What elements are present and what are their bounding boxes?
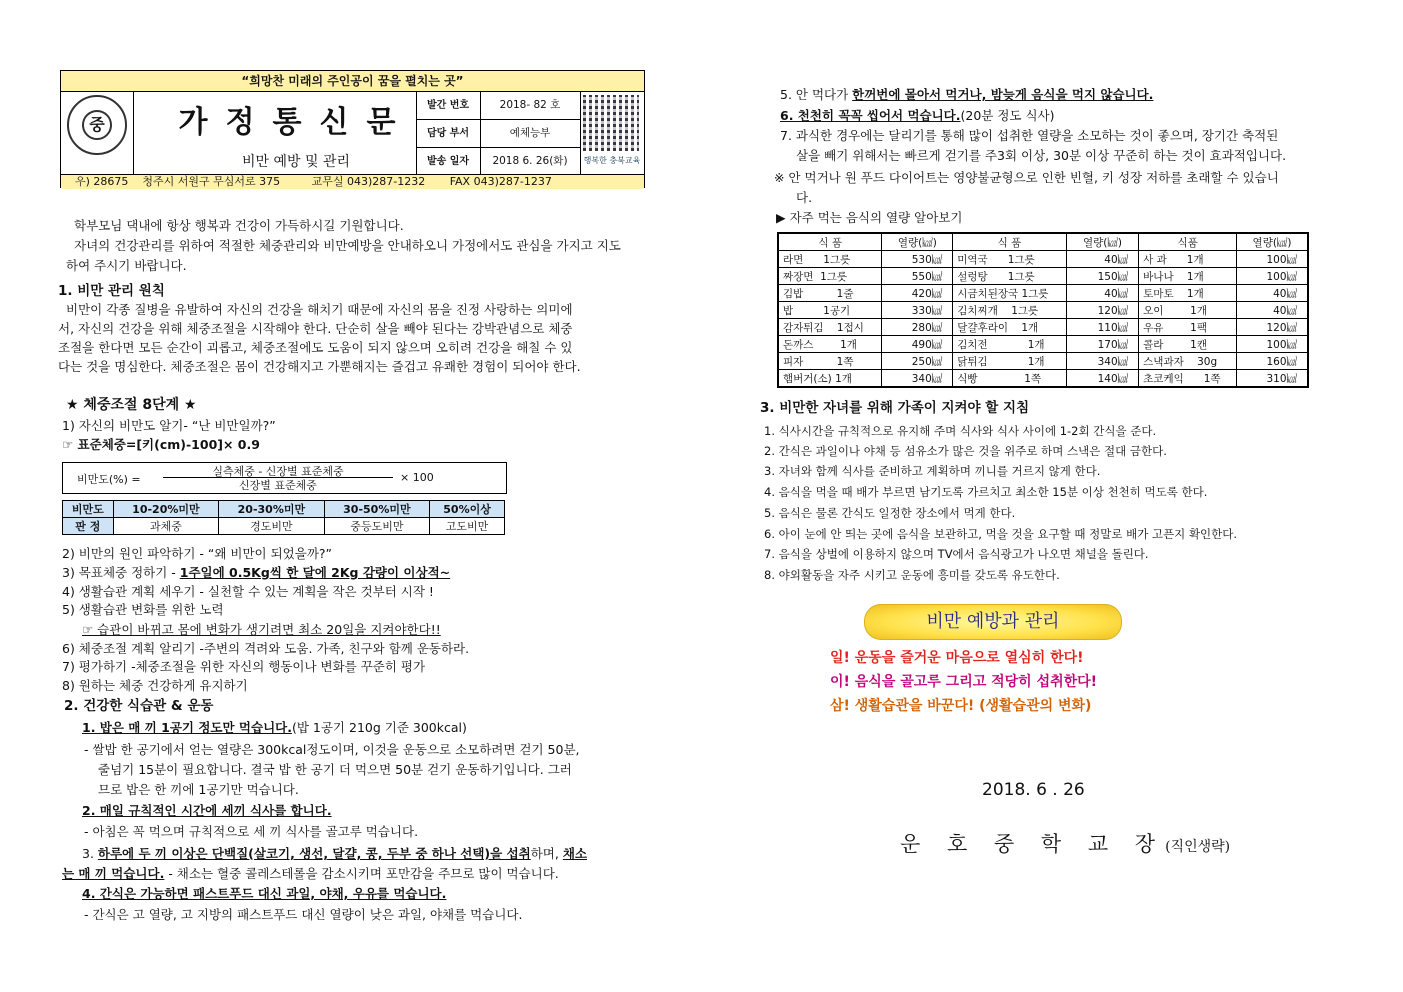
table-row [778, 353, 1308, 370]
guideline-item: 7. 음식을 상벌에 이용하지 않으며 TV에서 음식광고가 나오면 채널을 돌린다. [764, 547, 1149, 561]
calorie-value-cell: 310㎉ [1237, 370, 1308, 388]
intro-line: 하여 주시기 바랍니다. [66, 258, 187, 273]
table-header: 식 품 [778, 233, 882, 251]
obesity-cell: 고도비만 [430, 518, 505, 535]
food-name-cell: 짜장면 1그릇 [778, 268, 882, 285]
calorie-value-cell: 100㎉ [1237, 268, 1308, 285]
step-line: 5) 생활습관 변화를 위한 노력 [62, 602, 224, 617]
s2-item-3: 하루에 두 끼 이상은 단백질(살코기, 생선, 달걀, 콩, 두부 중 하나 선택)을 섭취 [97, 846, 531, 861]
table-row [778, 285, 1308, 302]
food-name-cell: 바나나 1개 [1139, 268, 1237, 285]
formula-numerator: 실측체중 - 신장별 표준체중 [212, 465, 344, 478]
calorie-value-cell: 100㎉ [1237, 251, 1308, 268]
field-value-issue-no: 2018- 82 호 [499, 99, 561, 111]
calorie-value-cell: 150㎉ [1066, 268, 1138, 285]
calorie-value-cell: 100㎉ [1237, 336, 1308, 353]
calorie-value-cell: 40㎉ [1237, 285, 1308, 302]
food-name-cell: 피자 1쪽 [778, 353, 882, 370]
calorie-value-cell: 280㎉ [882, 319, 953, 336]
standard-weight-formula: ☞ 표준체중=[키(cm)-100]× 0.9 [62, 437, 260, 452]
field-value-dept: 예체능부 [509, 127, 551, 139]
food-name-cell: 초코케익 1쪽 [1139, 370, 1237, 388]
page-title: 가정통신문 [178, 105, 414, 140]
calorie-value-cell: 340㎉ [882, 370, 953, 388]
table-header: 열량(㎉) [882, 233, 953, 251]
section-2-title: 2. 건강한 식습관 & 운동 [64, 698, 214, 714]
calorie-value-cell: 550㎉ [882, 268, 953, 285]
guideline-item: 2. 간식은 과일이나 야채 등 섬유소가 많은 것을 위주로 하며 스낵은 절대 금한다. [764, 444, 1167, 458]
issue-date: 2018. 6 . 26 [982, 780, 1085, 800]
food-name-cell: 식빵 1쪽 [953, 370, 1066, 388]
warning-note: ※ 안 먹거나 원 푸드 다이어트는 영양불균형으로 인한 빈혈, 키 성장 저하를 초래할 수 있습니 [774, 170, 1279, 185]
food-name-cell: 콜라 1캔 [1139, 336, 1237, 353]
s2-item-6-note: (20분 정도 식사) [960, 108, 1055, 123]
field-label-date: 발송 일자 [426, 156, 470, 167]
calorie-value-cell: 120㎉ [1066, 302, 1138, 319]
table-header: 열량(㎉) [1237, 233, 1308, 251]
table-row [778, 336, 1308, 353]
food-name-cell: 감자튀김 1접시 [778, 319, 882, 336]
table-header: 식품 [1139, 233, 1237, 251]
food-name-cell: 토마토 1개 [1139, 285, 1237, 302]
calorie-value-cell: 340㎉ [1066, 353, 1138, 370]
food-name-cell: 사 과 1개 [1139, 251, 1237, 268]
food-name-cell: 설렁탕 1그릇 [953, 268, 1066, 285]
intro-line: 자녀의 건강관리를 위하여 적절한 체중관리와 비만예방을 안내하오니 가정에서도 관심을 가지고 지도 [74, 238, 621, 253]
step-line: 7) 평가하기 -체중조절을 위한 자신의 행동이나 변화를 꾸준히 평가 [62, 659, 426, 674]
s2-line: 므로 밥은 한 끼에 1공기만 먹습니다. [98, 782, 299, 797]
guideline-item: 5. 음식은 물론 간식도 일정한 장소에서 먹게 한다. [764, 506, 1016, 520]
slogan-1: 일! 운동을 즐거운 마음으로 열심히 한다! [830, 650, 1084, 666]
calorie-value-cell: 490㎉ [882, 336, 953, 353]
qr-caption: 행복한 충북교육 [583, 156, 641, 165]
s2-item-1: 1. 밥은 매 끼 1공기 정도만 먹습니다. [82, 720, 292, 735]
calorie-table [777, 232, 1309, 388]
table-header: 식 품 [953, 233, 1066, 251]
s2-item-6: 6. 천천히 꼭꼭 씹어서 먹습니다. [780, 108, 961, 123]
s2-item-2: 2. 매일 규칙적인 시간에 세끼 식사를 합니다. [82, 803, 332, 818]
table-header: 열량(㎉) [1066, 233, 1138, 251]
food-name-cell: 김치전 1개 [953, 336, 1066, 353]
s2-item-3-note: - 채소는 혈중 콜레스테롤을 감소시키며 포만감을 주므로 많이 먹습니다. [168, 866, 559, 881]
step-line: 1) 자신의 비만도 알기- “난 비만일까?” [62, 418, 276, 433]
signer-title: 운 호 중 학 교 장 [900, 832, 1166, 856]
calorie-value-cell: 120㎉ [1237, 319, 1308, 336]
s2-item-3-mid: 하며, [530, 846, 563, 861]
campaign-banner: 비만 예방과 관리 [864, 604, 1122, 640]
principal-signature [900, 828, 1230, 858]
food-name-cell: 김치찌개 1그릇 [953, 302, 1066, 319]
guideline-item: 8. 야외활동을 자주 시키고 운동에 흥미를 갖도록 유도한다. [764, 568, 1060, 582]
slogan-3: 삼! 생활습관을 바꾼다! (생활습관의 변화) [830, 698, 1092, 714]
guideline-item: 1. 식사시간을 규칙적으로 유지해 주며 식사와 식사 사이에 1-2회 간식을 준다. [764, 424, 1157, 438]
obesity-cell: 중등도비만 [324, 518, 429, 535]
obesity-formula-box [62, 462, 507, 494]
slogan-2: 이! 음식을 골고루 그리고 적당히 섭취한다! [830, 674, 1098, 690]
food-name-cell: 우유 1팩 [1139, 319, 1237, 336]
school-slogan: “희망찬 미래의 주인공이 꿈을 펼치는 곳” [61, 71, 644, 92]
school-emblem-icon [67, 95, 127, 155]
s2-item-5-num: 5. 안 먹다가 [780, 87, 853, 102]
s2-item [780, 85, 1153, 105]
calorie-value-cell: 40㎉ [1066, 251, 1138, 268]
s2-line: - 아침은 꼭 먹으며 규칙적으로 세 끼 식사를 골고루 먹습니다. [84, 824, 419, 839]
address-text: 우) 28675 청주시 서원구 무심서로 375 교무실 043)287-1232 FAX 043)287-1237 [75, 175, 552, 188]
obesity-cell: 과체중 [113, 518, 218, 535]
field-value-date: 2018 6. 26(화) [492, 155, 568, 167]
step-line: 4) 생활습관 계획 세우기 - 실천할 수 있는 계획을 작은 것부터 시작 ! [62, 584, 434, 599]
step-line: 2) 비만의 원인 파악하기 - “왜 비만이 되었을까?” [62, 546, 333, 561]
calorie-value-cell: 140㎉ [1066, 370, 1138, 388]
table-row [778, 268, 1308, 285]
guideline-item: 4. 음식을 먹을 때 배가 부르면 남기도록 가르치고 최소한 15분 이상 천천히 먹도록 한다. [764, 485, 1208, 499]
table-row [778, 370, 1308, 388]
calorie-value-cell: 420㎉ [882, 285, 953, 302]
field-label-dept: 담당 부서 [426, 128, 470, 139]
food-name-cell: 미역국 1그릇 [953, 251, 1066, 268]
s1-line: 조절을 한다면 모든 순간이 괴롭고, 체중조절에도 도움이 되지 않으며 오히려 건강을 해칠 수 있 [58, 340, 573, 355]
s2-item-3-num: 3. [82, 846, 98, 861]
step-3-goal: 1주일에 0.5Kg씩 한 달에 2Kg 감량이 이상적~ [179, 565, 451, 580]
s2-item [82, 844, 587, 864]
table-row [778, 319, 1308, 336]
step-5-note: ☞ 습관이 바뀌고 몸에 변화가 생기려면 최소 20일을 지켜야한다!! [82, 622, 441, 637]
s2-line: - 쌀밥 한 공기에서 얻는 열량은 300kcal정도이며, 이것을 운동으로 소모하려면 걷기 50분, [84, 742, 580, 757]
school-address [61, 174, 644, 189]
emblem-mark: 중 [82, 110, 112, 140]
food-name-cell: 스낵과자 30g [1139, 353, 1237, 370]
obesity-header-cell: 50%이상 [430, 501, 505, 518]
formula-rhs: × 100 [400, 471, 434, 484]
obesity-table [62, 500, 505, 535]
s2-item [82, 718, 467, 738]
s2-line: 살을 빼기 위해서는 빠르게 걷기를 주3회 이상, 30분 이상 꾸준히 하는 것이 효과적입니다. [796, 148, 1287, 163]
s1-line: 비만이 각종 질병을 유발하여 자신의 건강을 해치기 때문에 자신의 몸을 진정 사랑하는 의미에 [66, 302, 573, 317]
divider [133, 91, 134, 175]
calorie-table-title: ▶ 자주 먹는 음식의 열량 알아보기 [776, 210, 963, 225]
seal-note: (직인생략) [1165, 839, 1231, 855]
food-name-cell: 닭튀김 1개 [953, 353, 1066, 370]
section-3-title: 3. 비만한 자녀를 위해 가족이 지켜야 할 지침 [760, 400, 1030, 416]
obesity-row-label: 판 정 [63, 518, 114, 535]
calorie-value-cell: 530㎉ [882, 251, 953, 268]
calorie-value-cell: 170㎉ [1066, 336, 1138, 353]
formula-lhs: 비만도(%) = [77, 473, 141, 486]
food-name-cell: 밥 1공기 [778, 302, 882, 319]
warning-note: 다. [796, 190, 813, 205]
section-8steps-title: ★ 체중조절 8단계 ★ [66, 397, 197, 413]
table-row [778, 302, 1308, 319]
section-1-title: 1. 비만 관리 원칙 [58, 283, 165, 299]
s2-item-1-note: (밥 1공기 210g 기준 300kcal) [291, 720, 467, 735]
obesity-header-cell: 10-20%미만 [113, 501, 218, 518]
food-name-cell: 김밥 1줄 [778, 285, 882, 302]
s2-item-5: 한꺼번에 몰아서 먹거나, 밤늦게 음식을 먹지 않습니다. [852, 87, 1154, 102]
s1-line: 다는 것을 명심한다. 체중조절은 몸이 건강해지고 가뿐해지는 즐겁고 유쾌한 경험이 되어야 한다. [58, 359, 581, 374]
calorie-value-cell: 250㎉ [882, 353, 953, 370]
obesity-header-cell: 20-30%미만 [219, 501, 324, 518]
step-3-text: 3) 목표체중 정하기 - [62, 565, 180, 580]
intro-line: 학부모님 댁내에 항상 행복과 건강이 가득하시길 기원합니다. [74, 218, 404, 233]
page-subtitle: 비만 예방 및 관리 [241, 154, 351, 170]
food-name-cell: 라면 1그릇 [778, 251, 882, 268]
step-line: 8) 원하는 체중 건강하게 유지하기 [62, 678, 248, 693]
table-row [778, 233, 1308, 251]
food-name-cell: 오이 1개 [1139, 302, 1237, 319]
guideline-item: 3. 자녀와 함께 식사를 준비하고 계획하며 끼니를 거르지 않게 한다. [764, 464, 1101, 478]
newsletter-header [60, 70, 645, 188]
food-name-cell: 햄버거(소) 1개 [778, 370, 882, 388]
calorie-value-cell: 110㎉ [1066, 319, 1138, 336]
step-line: 6) 체중조절 계획 알리기 -주변의 격려와 도움. 가족, 친구와 함께 운동하라. [62, 641, 470, 656]
food-name-cell: 돈까스 1개 [778, 336, 882, 353]
qr-code-pattern [583, 95, 639, 151]
calorie-value-cell: 40㎉ [1237, 302, 1308, 319]
food-name-cell: 달걀후라이 1개 [953, 319, 1066, 336]
s2-item-3-veg: 채소 [562, 846, 587, 861]
obesity-header-cell: 30-50%미만 [324, 501, 429, 518]
s2-line: - 간식은 고 열량, 고 지방의 패스트푸드 대신 열량이 낮은 과일, 야채를 먹습니다. [84, 907, 523, 922]
s2-item [62, 864, 559, 884]
guideline-item: 6. 아이 눈에 안 띄는 곳에 음식을 보관하고, 먹을 것을 요구할 때 정말로 배가 고픈지 확인한다. [764, 527, 1238, 541]
s1-line: 서, 자신의 건강을 위해 체중조절을 시작해야 한다. 단순히 살을 빼야 된다는 강박관념으로 체중 [58, 321, 573, 336]
calorie-value-cell: 330㎉ [882, 302, 953, 319]
field-label-issue-no: 발간 번호 [426, 100, 470, 111]
calorie-table-body [778, 251, 1308, 388]
food-name-cell: 시금치된장국 1그릇 [953, 285, 1066, 302]
s2-item-4: 4. 간식은 가능하면 패스트푸드 대신 과일, 야채, 우유를 먹습니다. [82, 886, 447, 901]
step-line [62, 563, 450, 583]
obesity-header-cell: 비만도 [63, 501, 114, 518]
obesity-cell: 경도비만 [219, 518, 324, 535]
calorie-value-cell: 40㎉ [1066, 285, 1138, 302]
calorie-value-cell: 160㎉ [1237, 353, 1308, 370]
table-row [778, 251, 1308, 268]
formula-denominator: 신장별 표준체중 [239, 479, 317, 492]
s2-item-3-veg-b: 는 매 끼 먹습니다. [62, 866, 165, 881]
s2-item [780, 106, 1055, 126]
s2-line: 7. 과식한 경우에는 달리기를 통해 많이 섭취한 열량을 소모하는 것이 좋으며, 장기간 축적된 [780, 128, 1279, 143]
s2-line: 줄넘기 15분이 필요합니다. 결국 밥 한 공기 더 먹으면 50분 걷기 운동하기입니다. 그러 [98, 762, 572, 777]
